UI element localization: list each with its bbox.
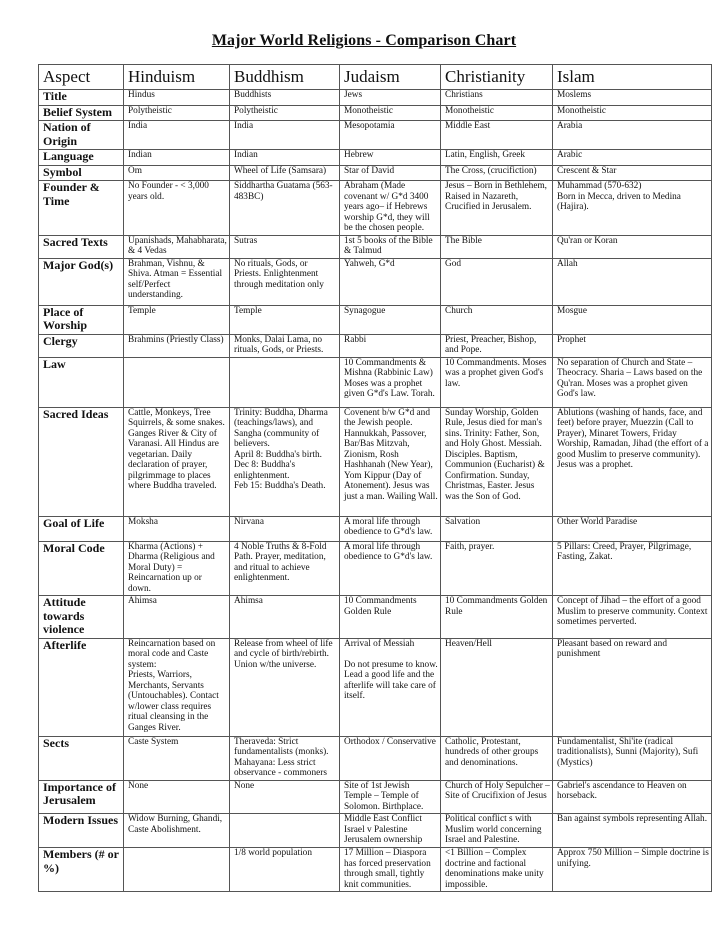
cell-buddhism: Release from wheel of life and cycle of birth/rebirth. Union w/the universe. [230,638,340,736]
cell-christianity: Jesus – Born in Bethlehem, Raised in Nazareth, Crucified in Jerusalem. [441,181,553,236]
cell-buddhism: Indian [230,150,340,166]
cell-buddhism: India [230,121,340,150]
cell-christianity: <1 Billion – Complex doctrine and factional denominations make unity impossible. [441,848,553,892]
cell-buddhism: None [230,780,340,814]
aspect-label: Afterlife [39,638,124,736]
cell-islam: Other World Paradise [553,516,712,541]
cell-islam: Ablutions (washing of hands, face, and feet) before prayer, Muezzin (Call to Prayer), Minaret Towers, Friday Worship, Ramadan, Jihad (the effort of a good Muslim to preserve community). Jesus was a prophet. [553,407,712,516]
aspect-label: Place of Worship [39,305,124,334]
cell-christianity: Monotheistic [441,105,553,121]
cell-judaism: Mesopotamia [340,121,441,150]
aspect-label: Members (# or %) [39,848,124,892]
cell-hinduism: Hindus [124,90,230,106]
cell-judaism: A moral life through obedience to G*d's law. [340,541,441,596]
cell-hinduism [124,848,230,892]
header-judaism: Judaism [340,65,441,90]
table-row [39,121,712,150]
aspect-label: Major God(s) [39,258,124,305]
aspect-label: Founder & Time [39,181,124,236]
cell-christianity: Priest, Preacher, Bishop, and Pope. [441,334,553,357]
table-row [39,181,712,236]
page-title: Major World Religions - Comparison Chart [211,32,517,49]
table-row [39,780,712,814]
aspect-label: Symbol [39,165,124,181]
cell-hinduism: Ahimsa [124,596,230,639]
cell-christianity: 10 Commandments. Moses was a prophet given God's law. [441,357,553,407]
table-row [39,258,712,305]
aspect-label: Clergy [39,334,124,357]
aspect-label: Nation of Origin [39,121,124,150]
header-islam: Islam [553,65,712,90]
cell-islam: Arabia [553,121,712,150]
cell-judaism: Monotheistic [340,105,441,121]
table-row [39,90,712,106]
cell-judaism: Abraham (Made covenant w/ G*d 3400 years ago– if Hebrews worship G*d, they will be the chosen people. [340,181,441,236]
table-row [39,638,712,736]
header-christianity: Christianity [441,65,553,90]
cell-christianity: Political conflict s with Muslim world concerning Israel and Palestine. [441,814,553,848]
aspect-label: Title [39,90,124,106]
cell-islam: No separation of Church and State – Theocracy. Sharia – Laws based on the Qu'ran. Moses was a prophet given God's law. [553,357,712,407]
aspect-label: Moral Code [39,541,124,596]
cell-islam: Muhammad (570-632) Born in Mecca, driven to Medina (Hajira). [553,181,712,236]
cell-buddhism: Monks, Dalai Lama, no rituals, Gods, or Priests. [230,334,340,357]
table-row [39,105,712,121]
cell-judaism: 10 Commandments & Mishna (Rabbinic Law) Moses was a prophet given G*d's Law. Torah. [340,357,441,407]
table-row [39,235,712,258]
cell-christianity: Christians [441,90,553,106]
cell-christianity: Church of Holy Sepulcher – Site of Crucifixion of Jesus [441,780,553,814]
table-row [39,541,712,596]
cell-buddhism: Buddhists [230,90,340,106]
cell-islam: Approx 750 Million – Simple doctrine is unifying. [553,848,712,892]
cell-islam: Allah [553,258,712,305]
cell-judaism: 1st 5 books of the Bible & Talmud [340,235,441,258]
cell-hinduism: Brahmins (Priestly Class) [124,334,230,357]
table-row [39,407,712,516]
header-row [39,65,712,90]
cell-hinduism: Om [124,165,230,181]
cell-buddhism: Theraveda: Strict fundamentalists (monks). Mahayana: Less strict observance - commoners [230,736,340,780]
cell-buddhism: Sutras [230,235,340,258]
cell-judaism: Arrival of Messiah Do not presume to know. Lead a good life and the afterlife will take care of itself. [340,638,441,736]
cell-hinduism: Moksha [124,516,230,541]
cell-christianity: Middle East [441,121,553,150]
cell-islam: Concept of Jihad – the effort of a good Muslim to preserve community. Context sometimes perverted. [553,596,712,639]
cell-judaism: Orthodox / Conservative [340,736,441,780]
cell-judaism: Jews [340,90,441,106]
aspect-label: Attitude towards violence [39,596,124,639]
cell-hinduism: Kharma (Actions) + Dharma (Religious and Moral Duty) = Reincarnation up or down. [124,541,230,596]
cell-buddhism [230,814,340,848]
cell-buddhism: 4 Noble Truths & 8-Fold Path. Prayer, meditation, and ritual to achieve enlightenment. [230,541,340,596]
cell-judaism: Middle East Conflict Israel v Palestine Jerusalem ownership [340,814,441,848]
cell-islam: 5 Pillars: Creed, Prayer, Pilgrimage, Fasting, Zakat. [553,541,712,596]
cell-christianity: Catholic, Protestant, hundreds of other groups and denominations. [441,736,553,780]
cell-buddhism: No rituals, Gods, or Priests. Enlightenment through meditation only [230,258,340,305]
cell-hinduism: Caste System [124,736,230,780]
cell-hinduism: None [124,780,230,814]
cell-christianity: Church [441,305,553,334]
cell-judaism: A moral life through obedience to G*d's law. [340,516,441,541]
aspect-label: Sacred Texts [39,235,124,258]
cell-christianity: 10 Commandments Golden Rule [441,596,553,639]
cell-judaism: 10 Commandments Golden Rule [340,596,441,639]
aspect-label: Modern Issues [39,814,124,848]
cell-hinduism: Cattle, Monkeys, Tree Squirrels, & some snakes. Ganges River & City of Varanasi. All Hindus are vegetarian. Daily declaration of prayer, pilgrimmage to places where Buddha traveled. [124,407,230,516]
cell-hinduism: India [124,121,230,150]
cell-islam: Ban against symbols representing Allah. [553,814,712,848]
table-row [39,165,712,181]
table-row [39,814,712,848]
aspect-label: Language [39,150,124,166]
cell-buddhism: Temple [230,305,340,334]
cell-christianity: Heaven/Hell [441,638,553,736]
cell-hinduism: No Founder - < 3,000 years old. [124,181,230,236]
cell-hinduism: Polytheistic [124,105,230,121]
cell-judaism: 17 Million – Diaspora has forced preservation through small, tightly knit communities. [340,848,441,892]
cell-hinduism [124,357,230,407]
cell-hinduism: Indian [124,150,230,166]
header-buddhism: Buddhism [230,65,340,90]
cell-hinduism: Upanishads, Mahabharata, & 4 Vedas [124,235,230,258]
cell-hinduism: Temple [124,305,230,334]
table-row [39,736,712,780]
header-aspect: Aspect [39,65,124,90]
cell-judaism: Yahweh, G*d [340,258,441,305]
cell-judaism: Star of David [340,165,441,181]
cell-hinduism: Brahman, Vishnu, & Shiva. Atman = Essential self/Perfect understanding. [124,258,230,305]
cell-buddhism: Wheel of Life (Samsara) [230,165,340,181]
cell-islam: Monotheistic [553,105,712,121]
header-hinduism: Hinduism [124,65,230,90]
cell-islam: Qu'ran or Koran [553,235,712,258]
cell-christianity: Sunday Worship, Golden Rule, Jesus died for man's sins. Trinity: Father, Son, and Holy Ghost. Messiah. Disciples. Baptism, Communion (Eucharist) & Confirmation. Sunday, Christmas, Easter. Jesus was the Son of God. [441,407,553,516]
aspect-label: Law [39,357,124,407]
cell-buddhism: Siddhartha Guatama (563-483BC) [230,181,340,236]
cell-judaism: Covenent b/w G*d and the Jewish people. Hannukkah, Passover, Bar/Bas Mitzvah, Zionism, Rosh Hashhanah (New Year), Yom Kippur (Day of Atonement). Jesus was just a man. Wailing Wall. [340,407,441,516]
cell-islam: Arabic [553,150,712,166]
cell-judaism: Synagogue [340,305,441,334]
cell-christianity: Faith, prayer. [441,541,553,596]
table-row [39,596,712,639]
cell-christianity: Latin, English, Greek [441,150,553,166]
cell-buddhism: Nirvana [230,516,340,541]
cell-islam: Prophet [553,334,712,357]
cell-buddhism: Polytheistic [230,105,340,121]
aspect-label: Importance of Jerusalem [39,780,124,814]
cell-buddhism [230,357,340,407]
cell-islam: Moslems [553,90,712,106]
cell-christianity: God [441,258,553,305]
cell-islam: Fundamentalist, Shi'ite (radical traditionalists), Sunni (Majority), Sufi (Mystics) [553,736,712,780]
cell-christianity: Salvation [441,516,553,541]
cell-buddhism: Ahimsa [230,596,340,639]
cell-buddhism: Trinity: Buddha, Dharma (teachings/laws), and Sangha (community of believers. April 8: Buddha's birth. Dec 8: Buddha's enlightenment. Feb 15: Buddha's Death. [230,407,340,516]
table-row [39,334,712,357]
cell-hinduism: Widow Burning, Ghandi, Caste Abolishment. [124,814,230,848]
table-row [39,150,712,166]
cell-judaism: Hebrew [340,150,441,166]
comparison-table [38,64,712,892]
cell-christianity: The Bible [441,235,553,258]
table-row [39,516,712,541]
cell-islam: Pleasant based on reward and punishment [553,638,712,736]
table-row [39,848,712,892]
cell-islam: Crescent & Star [553,165,712,181]
aspect-label: Sacred Ideas [39,407,124,516]
table-row [39,357,712,407]
cell-christianity: The Cross, (crucifiction) [441,165,553,181]
cell-islam: Mosgue [553,305,712,334]
cell-judaism: Rabbi [340,334,441,357]
aspect-label: Goal of Life [39,516,124,541]
cell-islam: Gabriel's ascendance to Heaven on horseback. [553,780,712,814]
aspect-label: Belief System [39,105,124,121]
table-row [39,305,712,334]
cell-judaism: Site of 1st Jewish Temple – Temple of Solomon. Birthplace. [340,780,441,814]
aspect-label: Sects [39,736,124,780]
cell-buddhism: 1/8 world population [230,848,340,892]
cell-hinduism: Reincarnation based on moral code and Caste system: Priests, Warriors, Merchants, Servants (Untouchables). Contact w/lower class requires ritual cleansing in the Ganges River. [124,638,230,736]
